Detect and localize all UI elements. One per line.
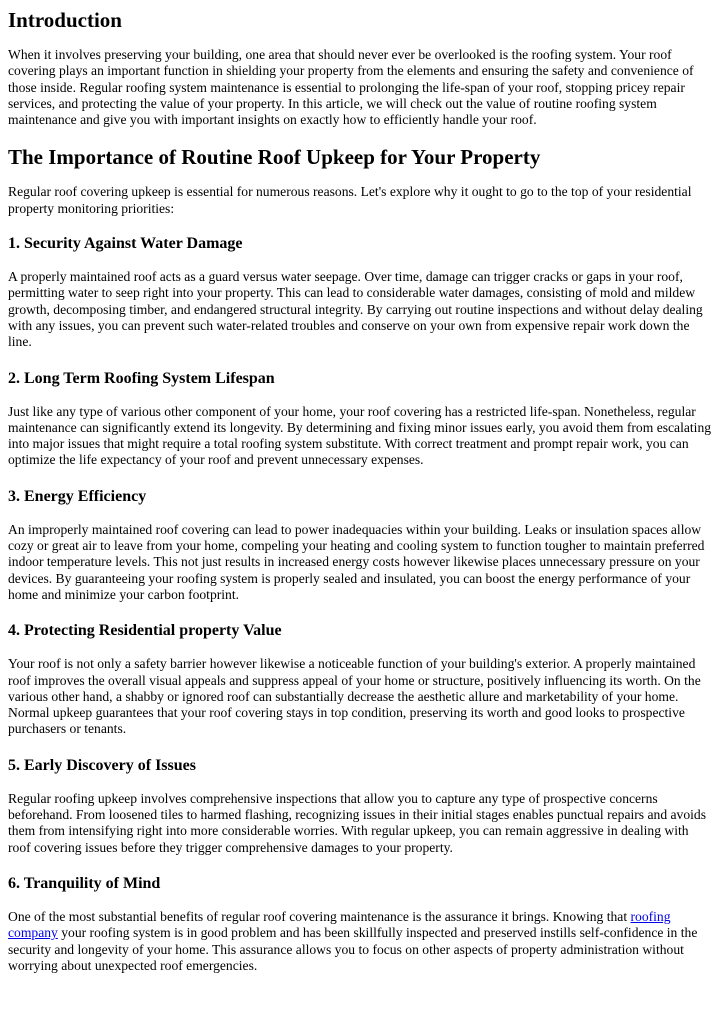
section-energy-efficiency: [8, 487, 712, 603]
section-paragraph: Your roof is not only a safety barrier however likewise a noticeable function of your building's exterior. A properly maintained roof improves the overall visual appeals and suppress appeal of your home or structure, positively influencing its worth. On the various other hand, a shabby or ignored roof can substantially decrease the aesthetic allure and marketability of your home. Normal upkeep guarantees that your roof covering stays in top condition, preserving its worth and good looks to prospective purchasers or tenants.: [8, 656, 701, 737]
section-paragraph: An improperly maintained roof covering can lead to power inadequacies within your building. Leaks or insulation spaces allow cozy or great air to leave from your home, compeling your heating and cooling system to function tougher to maintain preferred indoor temperature levels. This not just results in increased energy costs however likewise places unnecessary pressure on your devices. By guaranteeing your roofing system is properly sealed and insulated, you can boost the energy performance of your home and minimize your carbon footprint.: [8, 521, 705, 602]
paragraph-text-after-link: your roofing system is in good problem and has been skillfully inspected and preserved instills self-confidence in the security and longevity of your home. This assurance allows you to focus on other aspects of property administration without worrying about unexpected roof emergencies.: [8, 925, 698, 973]
section-paragraph: Regular roofing upkeep involves comprehensive inspections that allow you to capture any type of prospective concerns beforehand. From loosened tiles to harmed flashing, recognizing issues in their initial stages enables punctual repairs and avoids them from intensifying right into more considerable worries. With regular upkeep, you can remain aggressive in dealing with roof covering issues before they trigger comprehensive damages to your property.: [8, 790, 707, 855]
intro-heading: Introduction: [8, 8, 122, 32]
section-paragraph: A properly maintained roof acts as a guard versus water seepage. Over time, damage can trigger cracks or gaps in your roof, permitting water to seep right into your property. This can lead to considerable water damages, consisting of mold and mildew growth, decomposing timber, and endangered structural integrity. By carrying out routine inspections and without delay dealing with any issues, you can prevent such water-related troubles and conserve on your own from expensive repair work down the line.: [8, 269, 703, 350]
section-paragraph: Just like any type of various other component of your home, your roof covering has a restricted life-span. Nonetheless, regular maintenance can significantly extend its longevity. By determining and fixing minor issues early, you avoid them from escalating into major issues that might require a total roofing system substitute. With correct treatment and prompt repair work, you can optimize the life expectancy of your roof and prevent unnecessary expenses.: [8, 403, 712, 468]
section-heading: 1. Security Against Water Damage: [8, 235, 243, 253]
section-peace-of-mind: [8, 874, 712, 974]
section-property-value: [8, 621, 712, 737]
section-heading: 4. Protecting Residential property Value: [8, 622, 282, 640]
section-heading: 3. Energy Efficiency: [8, 487, 147, 505]
importance-paragraph: Regular roof covering upkeep is essential for numerous reasons. Let's explore why it ought to go to the top of your residential property monitoring priorities:: [8, 184, 692, 216]
paragraph-text-before-link: One of the most substantial benefits of regular roof covering maintenance is the assurance it brings. Knowing that: [8, 908, 631, 924]
section-heading: 6. Tranquility of Mind: [8, 874, 161, 892]
roofing-company-link[interactable]: roofing company: [8, 908, 671, 941]
intro-paragraph: When it involves preserving your building, one area that should never ever be overlooked is the roofing system. Your roof covering plays an important function in shielding your property from the elements and ensuring the safety and convenience of those inside. Regular roofing system maintenance is essential to prolonging the life-span of your roof, stopping pricey repair services, and protecting the value of your property. In this article, we will check out the value of routine roofing system maintenance and give you with important insights on exactly how to efficiently handle your roof.: [8, 47, 694, 128]
section-heading: 2. Long Term Roofing System Lifespan: [8, 369, 275, 387]
section-early-discovery: [8, 756, 712, 856]
importance-heading: The Importance of Routine Roof Upkeep for Your Property: [8, 145, 541, 170]
section-water-damage: [8, 234, 712, 350]
section-lifespan: [8, 369, 712, 469]
section-paragraph: [8, 909, 712, 974]
section-heading: 5. Early Discovery of Issues: [8, 756, 196, 774]
